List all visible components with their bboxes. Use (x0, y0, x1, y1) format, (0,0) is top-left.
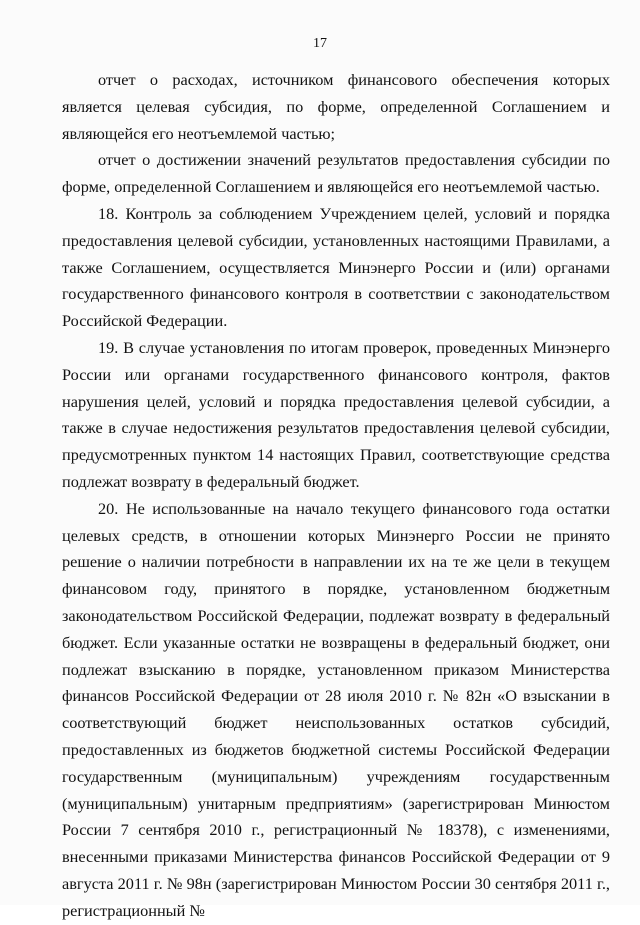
paragraph-20-unused-balances: 20. Не использованные на начало текущего финансового года остатки целевых средств, в отношении которых Минэнерго России не принято решение о наличии потребности в направлении их на те же цели в текущем финансовом году, принятого в порядке, установленном бюджетным законодательством Российской Федерации, подлежат возврату в федеральный бюджет. Если указанные остатки не возвращены в федеральный бюджет, они подлежат взысканию в порядке, установленном приказом Министерства финансов Российской Федерации от 28 июля 2010 г. № 82н «О взыскании в соответствующий бюджет неиспользованных остатков субсидий, предоставленных из бюджетов бюджетной системы Российской Федерации государственным (муниципальным) учреждениям государственным (муниципальным) унитарным предприятиям» (зарегистрирован Минюстом России 7 сентября 2010 г., регистрационный № 18378), с изменениями, внесенными приказами Министерства финансов Российской Федерации от 9 августа 2011 г. № 98н (зарегистрирован Минюстом России 30 сентября 2011 г., регистрационный № (62, 498, 610, 920)
paragraph-report-expenses: отчет о расходах, источником финансового обеспечения которых является целевая субсидия, по форме, определенной Соглашением и являющейся его неотъемлемой частью; (62, 70, 610, 143)
paragraph-19-violations: 19. В случае установления по итогам проверок, проведенных Минэнерго России или органами государственного финансового контроля, фактов нарушения целей, условий и порядка предоставления целевой субсидии, а также в случае недостижения результатов предоставления целевой субсидии, предусмотренных пунктом 14 настоящих Правил, соответствующие средства подлежат возврату в федеральный бюджет. (62, 337, 610, 491)
document-body (62, 67, 610, 925)
paragraph-18-control: 18. Контроль за соблюдением Учреждением целей, условий и порядка предоставления целевой субсидии, установленных настоящими Правилами, а также Соглашением, осуществляется Минэнерго России и (или) органами государственного финансового контроля в соответствии с законодательством Российской Федерации. (62, 203, 610, 331)
page-number: 17 (313, 36, 327, 51)
paragraph-report-results: отчет о достижении значений результатов предоставления субсидии по форме, определенной Соглашением и являющейся его неотъемлемой частью. (62, 150, 610, 197)
